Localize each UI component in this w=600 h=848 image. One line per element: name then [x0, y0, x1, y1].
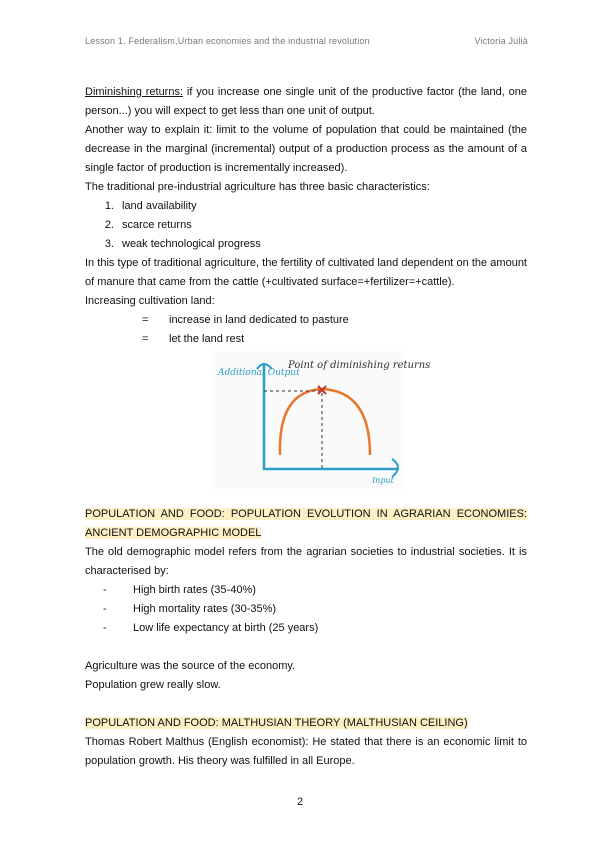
eq-item — [85, 330, 527, 349]
paragraph: In this type of traditional agriculture, the fertility of cultivated land dependent on the amount of manure that came from the cattle (+cultivated surface=+fertilizer=+cattle). — [85, 257, 527, 288]
bullet: - — [103, 584, 107, 596]
document-body — [85, 83, 527, 771]
diminishing-returns-figure — [85, 349, 527, 505]
y-axis-label: Additional Output — [218, 368, 300, 378]
bullet: - — [103, 603, 107, 615]
bullet: - — [103, 622, 107, 634]
paragraph: Population grew really slow. — [85, 679, 221, 691]
list-item — [85, 581, 527, 600]
section-heading — [85, 505, 527, 543]
heading-text: POPULATION AND FOOD: MALTHUSIAN THEORY (MALTHUSIAN CEILING) — [85, 717, 468, 729]
list-number: 1. — [104, 200, 114, 212]
paragraph-diminishing-returns — [85, 83, 527, 121]
list-number: 3. — [104, 238, 114, 250]
list-item — [85, 235, 527, 254]
paragraph: Another way to explain it: limit to the volume of population that could be maintained (the decrease in the marginal (incremental) output of a production process as the amount of a single factor of production is incrementally increased). — [85, 124, 527, 174]
page-number: 2 — [296, 796, 304, 808]
eq-item — [85, 311, 527, 330]
header-author: Victoria Julià — [474, 36, 528, 46]
list-number: 2. — [104, 219, 114, 231]
header-title: Lesson 1. Federalism,Urban economies and the industrial revolution — [85, 36, 370, 46]
paragraph: Increasing cultivation land: — [85, 295, 215, 307]
figure-title: Point of diminishing returns — [288, 360, 431, 371]
list-item — [85, 197, 527, 216]
list-text: scarce returns — [122, 219, 192, 231]
list-item — [85, 600, 527, 619]
paragraph: Thomas Robert Malthus (English economist): He stated that there is an economic limit to population growth. His theory was fulfilled in all Europe. — [85, 736, 527, 767]
list-item — [85, 619, 527, 638]
x-axis-label: Input — [372, 476, 394, 485]
paragraph: The traditional pre-industrial agriculture has three basic characteristics: — [85, 181, 430, 193]
list-text: Low life expectancy at birth (25 years) — [133, 622, 319, 634]
list-text: land availability — [122, 200, 197, 212]
page-header — [85, 36, 528, 46]
term: Diminishing returns: — [85, 86, 184, 98]
list-item — [85, 216, 527, 235]
eq-sign: = — [142, 314, 149, 326]
section-heading — [85, 714, 527, 733]
eq-sign: = — [142, 333, 149, 345]
heading-text: POPULATION AND FOOD: POPULATION EVOLUTION IN AGRARIAN ECONOMIES: ANCIENT DEMOGRAPHIC MODEL — [85, 508, 527, 539]
list-text: High mortality rates (30-35%) — [133, 603, 277, 615]
list-text: High birth rates (35-40%) — [133, 584, 256, 596]
definition: if you increase one single unit of the productive factor (the land, one person...) you will expect to get less than one unit of output. — [85, 86, 527, 117]
eq-text: let the land rest — [169, 333, 245, 345]
eq-text: increase in land dedicated to pasture — [169, 314, 349, 326]
list-text: weak technological progress — [122, 238, 261, 250]
paragraph: Agriculture was the source of the economy. — [85, 660, 296, 672]
paragraph: The old demographic model refers from the agrarian societies to industrial societies. It is characterised by: — [85, 546, 527, 577]
